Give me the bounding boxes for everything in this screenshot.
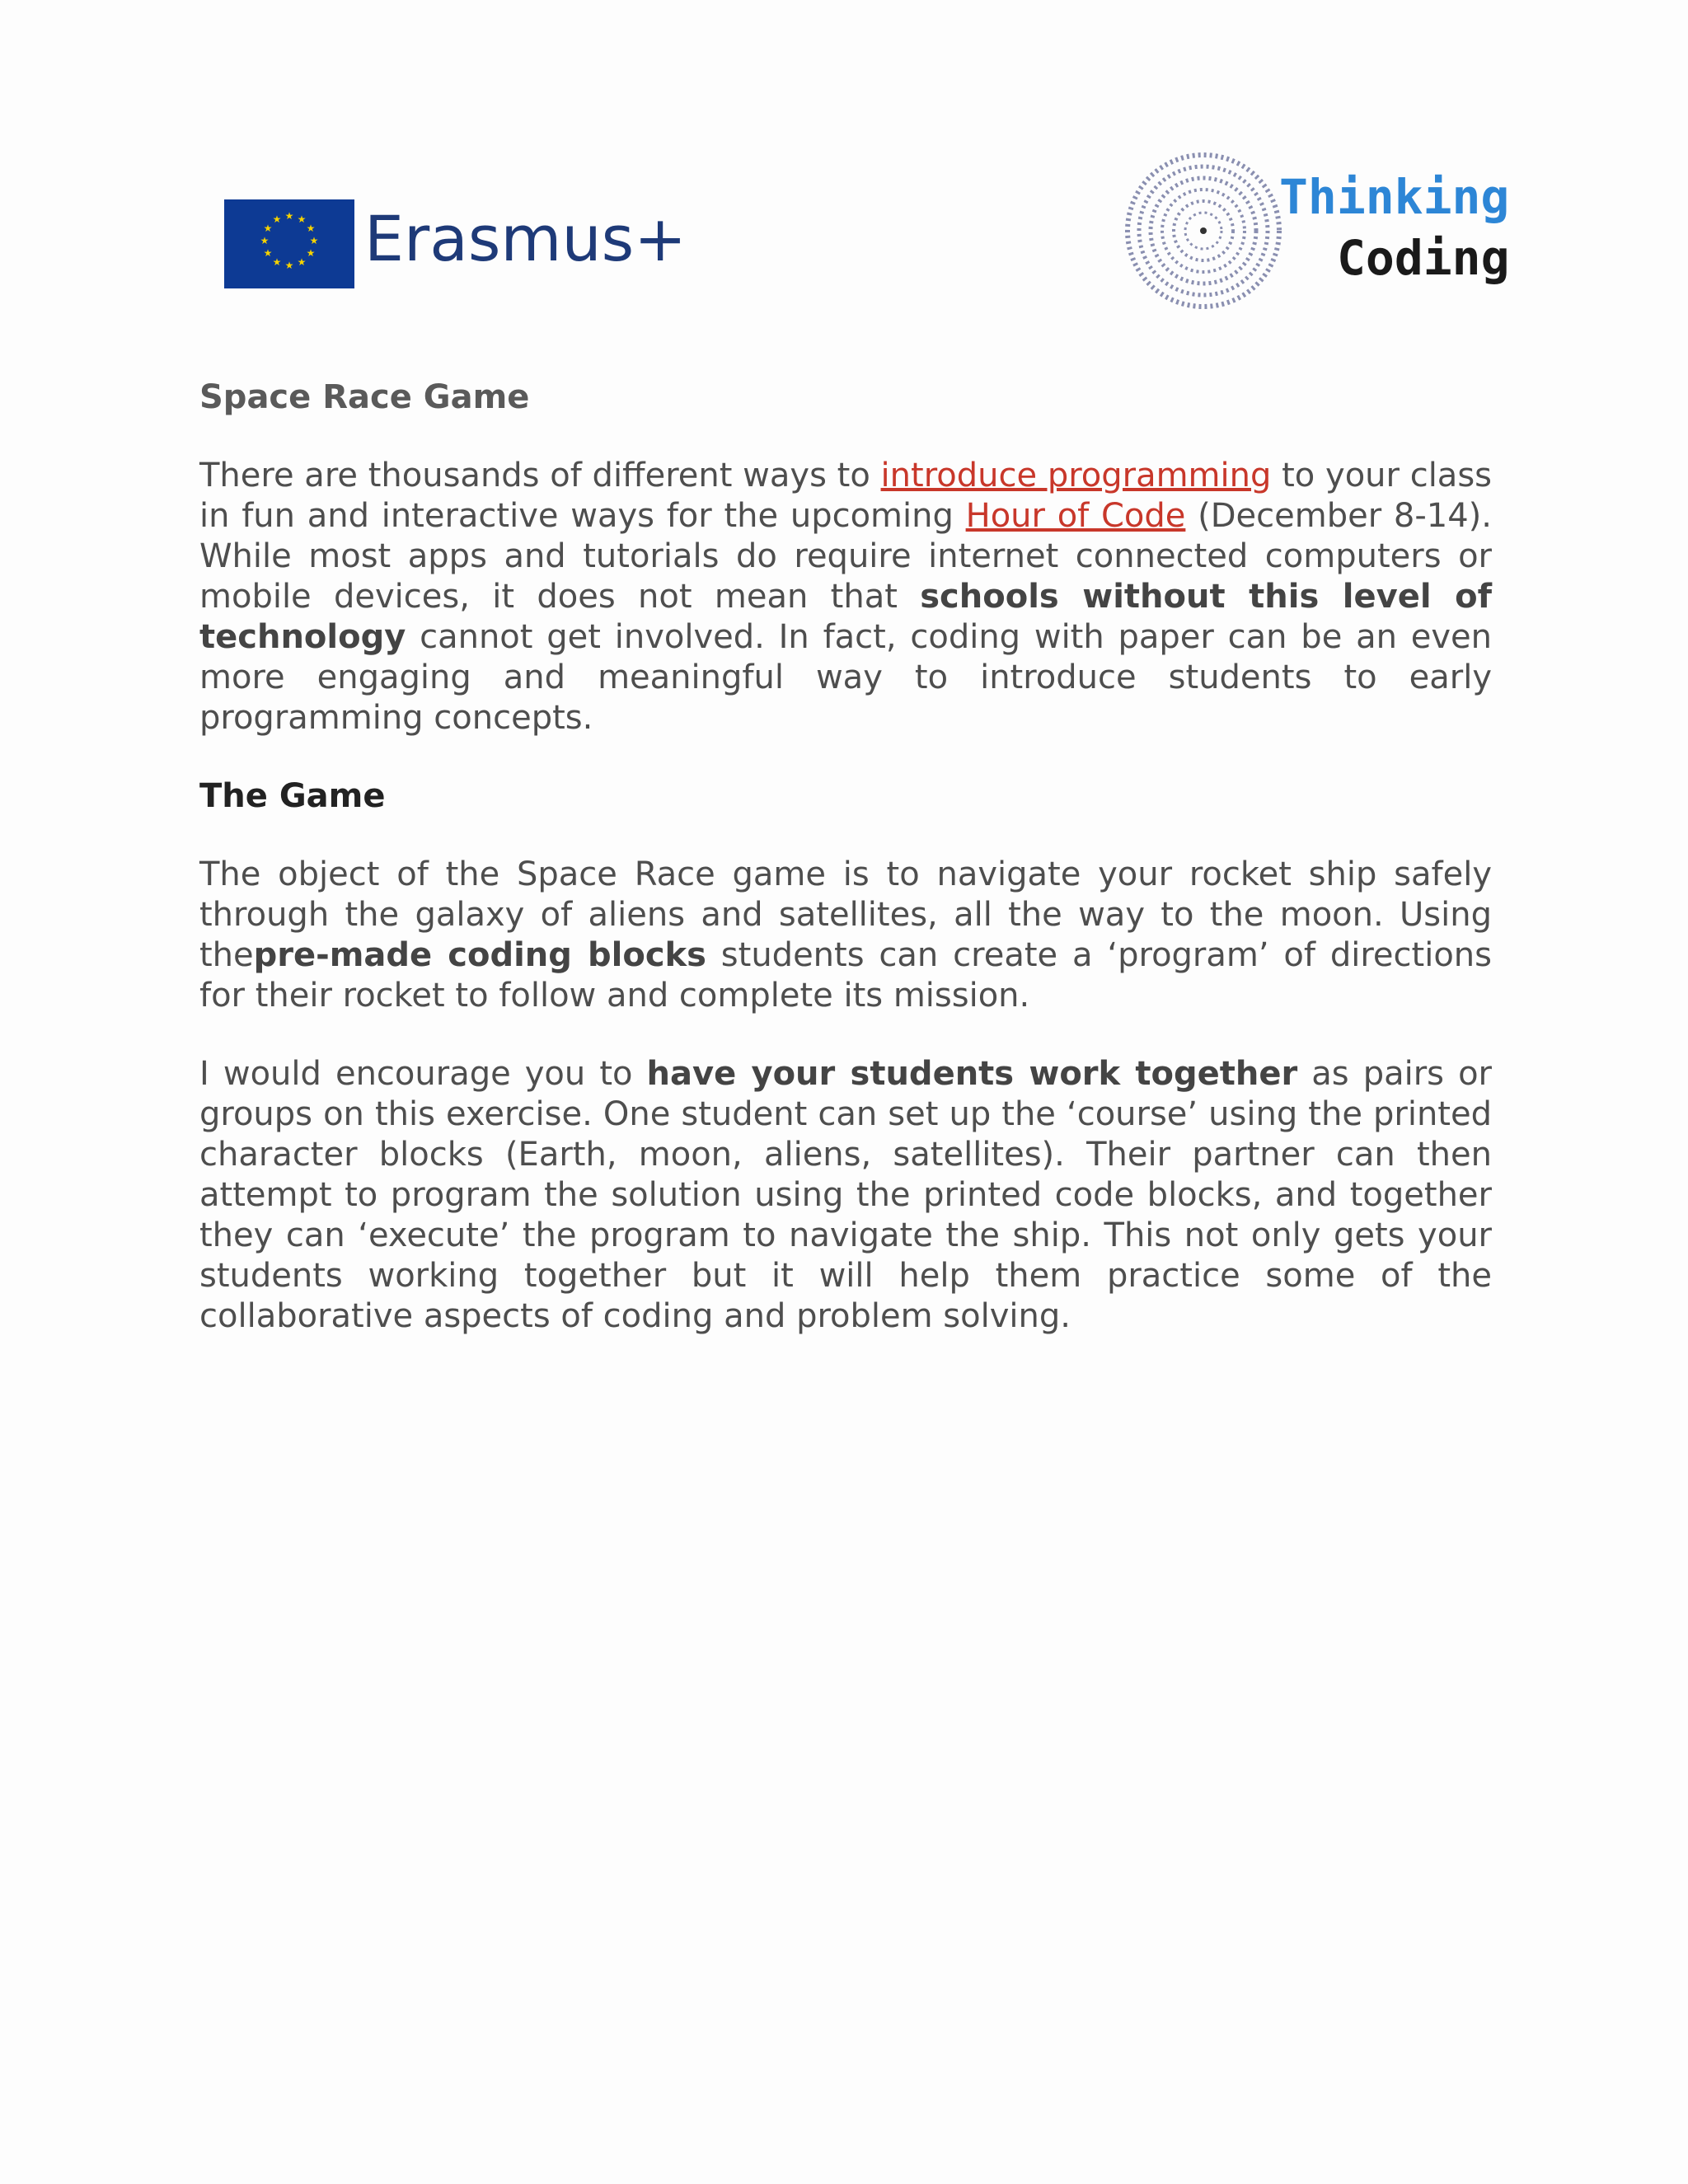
binary-globe-icon (1121, 148, 1286, 313)
hour-of-code-link[interactable]: Hour of Code (965, 497, 1186, 535)
svg-text:★: ★ (263, 247, 273, 259)
game-paragraph (199, 855, 1492, 1016)
intro-bold-text: schools without this level of technology (199, 578, 1492, 656)
collaboration-paragraph (199, 1054, 1492, 1337)
svg-text:★: ★ (297, 213, 307, 225)
collab-text-1: I would encourage you to (199, 1055, 647, 1093)
svg-text:★: ★ (260, 235, 270, 246)
collab-text-2: as pairs or groups on this exercise. One student can set up the ‘course’ using the printed character blocks (Earth, moon, aliens, satellites). Their partner can then attempt to program the solution using the printed code blocks, and together they can ‘execute’ the program to navigate the ship. This not only gets your students working together but it will help them practice some of the collaborative aspects of coding and problem solving. (199, 1055, 1492, 1335)
intro-text-1: There are thousands of different ways to (199, 457, 881, 494)
section-heading: The Game (199, 777, 386, 815)
page-title: Space Race Game (199, 378, 530, 416)
collab-bold-text: have your students work together (646, 1055, 1298, 1093)
svg-text:★: ★ (306, 247, 316, 259)
svg-text:★: ★ (309, 235, 319, 246)
document-body (199, 377, 1492, 1337)
intro-text-2: to your class in fun and interactive ways for the upcoming (199, 457, 1492, 535)
svg-text:★: ★ (263, 223, 273, 234)
svg-text:★: ★ (297, 256, 307, 268)
introduce-programming-link[interactable]: introduce programming (880, 457, 1272, 494)
eu-flag-icon (224, 199, 354, 288)
game-text-1: The object of the Space Race game is to navigate your rocket ship safely through the galaxy of aliens and satellites, all the way to the moon. Using the (199, 855, 1492, 974)
intro-text-4: cannot get involved. In fact, coding with paper can be an even more engaging and meaningful way to introduce students to early programming concepts. (199, 618, 1492, 737)
svg-text:★: ★ (306, 223, 316, 234)
game-text-2: students can create a ‘program’ of directions for their rocket to follow and complete its mission. (199, 936, 1492, 1015)
svg-text:★: ★ (272, 213, 282, 225)
coding-logo-text: Coding (1337, 230, 1510, 286)
erasmus-plus-logo (216, 188, 694, 320)
erasmus-logo-text: Erasmus+ (364, 202, 687, 275)
intro-paragraph (199, 456, 1492, 738)
game-bold-text: pre-made coding blocks (253, 936, 706, 974)
intro-text-3: (December 8-14). While most apps and tutorials do require internet connected computers or mobile devices, it does not mean that (199, 497, 1492, 616)
svg-text:★: ★ (284, 260, 294, 271)
page-header (0, 0, 1688, 346)
svg-text:★: ★ (272, 256, 282, 268)
thinking-coding-logo (1121, 148, 1517, 313)
thinking-logo-text: Thinking (1279, 169, 1510, 225)
svg-text:★: ★ (284, 210, 294, 222)
